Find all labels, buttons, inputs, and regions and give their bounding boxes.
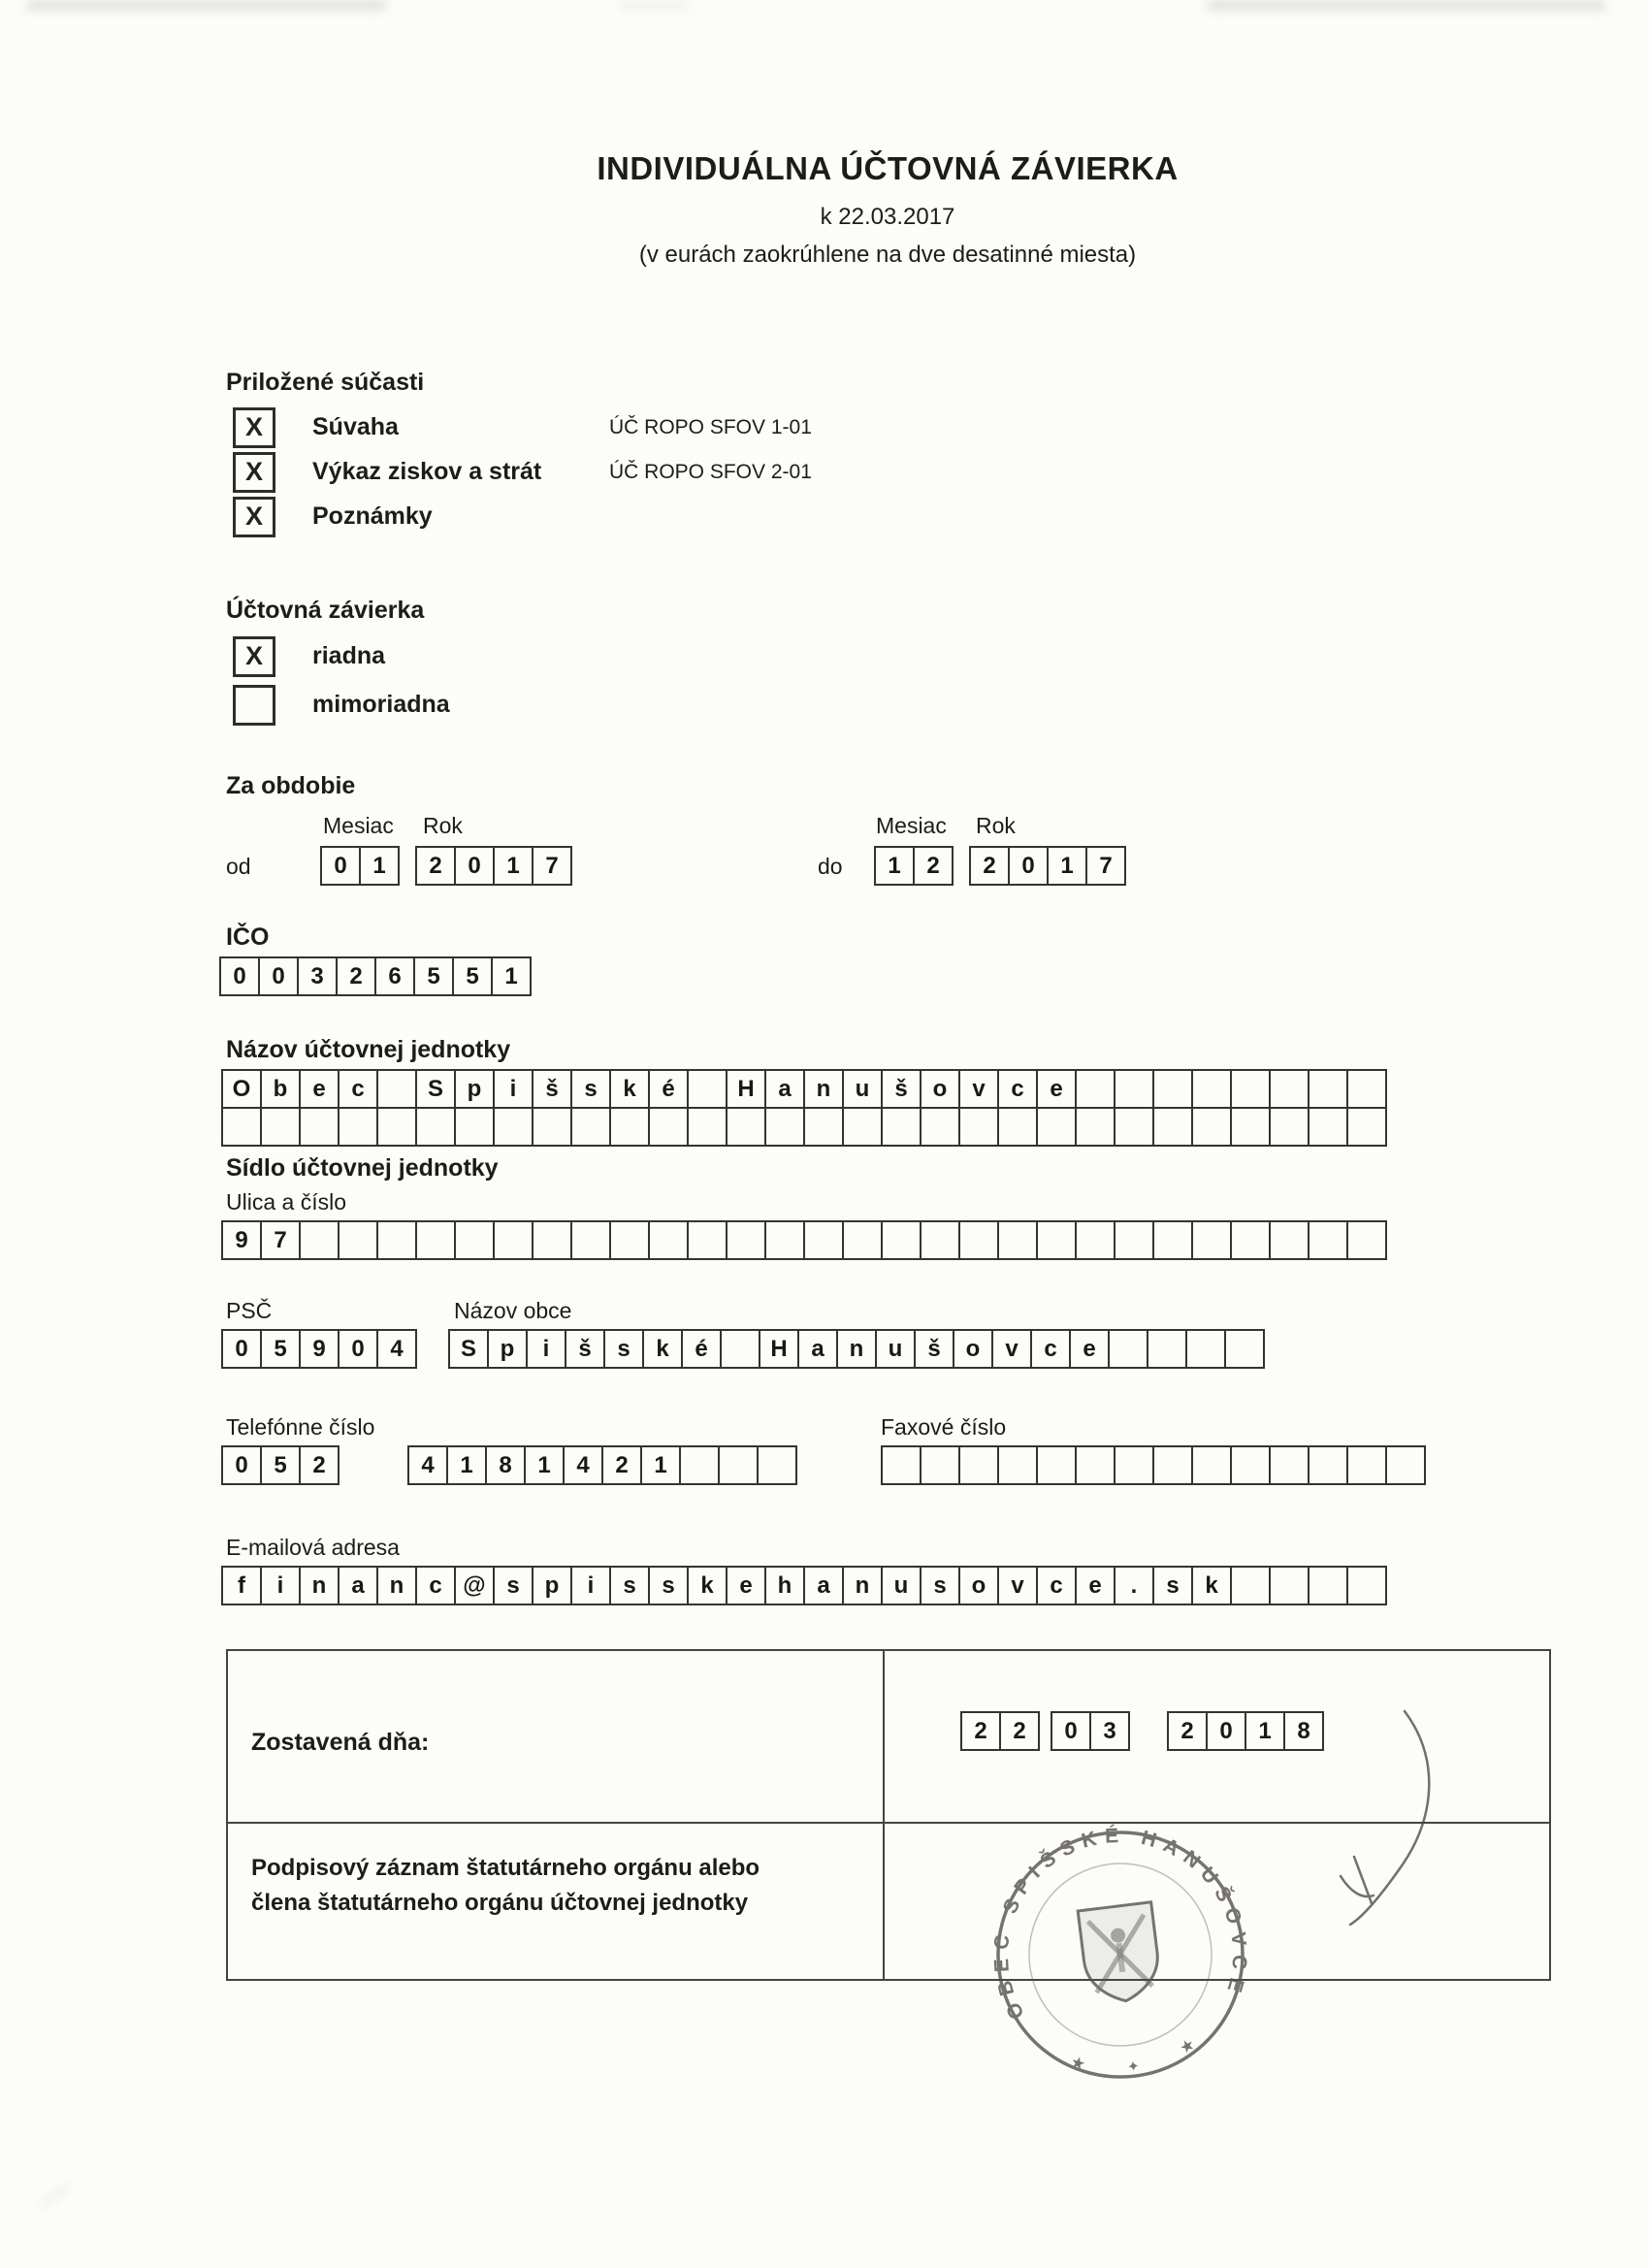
char-cell (376, 1107, 417, 1147)
char-cell: e (1075, 1566, 1116, 1605)
psc-boxes (221, 1329, 417, 1369)
char-cell (1269, 1566, 1310, 1605)
char-cell: u (842, 1069, 883, 1109)
char-cell: 9 (221, 1220, 262, 1260)
char-cell (920, 1107, 960, 1147)
attached-label-vykaz: Výkaz ziskov a strát (312, 458, 542, 485)
attached-code-vykaz: ÚČ ROPO SFOV 2-01 (609, 461, 812, 483)
char-cell (415, 1107, 456, 1147)
char-cell (1114, 1445, 1154, 1485)
char-cell: a (338, 1566, 378, 1605)
char-cell (958, 1107, 999, 1147)
char-cell (726, 1107, 766, 1147)
closing-label-riadna: riadna (312, 642, 386, 669)
char-cell (1152, 1220, 1193, 1260)
char-cell (532, 1220, 572, 1260)
char-cell: 1 (446, 1445, 487, 1485)
official-stamp (975, 1809, 1266, 2100)
char-cell (1152, 1069, 1193, 1109)
char-cell: 1 (1047, 846, 1087, 886)
char-cell: 4 (376, 1329, 417, 1369)
form-date-line: k 22.03.2017 (820, 204, 955, 230)
char-cell (454, 1220, 495, 1260)
char-cell: 0 (219, 956, 260, 996)
signature-stroke (1341, 1711, 1429, 1925)
stamp-star-right: ★ (1176, 2034, 1199, 2058)
entity-name-row2-boxes (221, 1107, 1387, 1147)
address-heading: Sídlo účtovnej jednotky (226, 1154, 499, 1182)
char-cell: H (726, 1069, 766, 1109)
char-cell: 8 (1283, 1711, 1324, 1751)
email-label: E-mailová adresa (226, 1535, 400, 1560)
char-cell (1308, 1445, 1348, 1485)
char-cell (920, 1445, 960, 1485)
char-cell: 6 (374, 956, 415, 996)
char-cell (757, 1445, 797, 1485)
checkbox-mimoriadna (233, 685, 275, 726)
char-cell: 2 (960, 1711, 1001, 1751)
char-cell: 0 (221, 1445, 262, 1485)
char-cell (532, 1107, 572, 1147)
closing-heading: Účtovná závierka (226, 597, 425, 624)
char-cell: e (726, 1566, 766, 1605)
char-cell (1346, 1566, 1387, 1605)
scan-artifact (41, 2186, 70, 2208)
char-cell (1385, 1445, 1426, 1485)
char-cell (726, 1220, 766, 1260)
ico-boxes (219, 956, 532, 996)
signature-statement-line2: člena štatutárneho orgánu účtovnej jednotky (251, 1890, 749, 1916)
char-cell (881, 1220, 922, 1260)
char-cell: 1 (491, 956, 532, 996)
char-cell: 0 (320, 846, 361, 886)
char-cell (1346, 1220, 1387, 1260)
char-cell (1114, 1220, 1154, 1260)
char-cell (609, 1220, 650, 1260)
char-cell: 7 (532, 846, 572, 886)
period-to-month-boxes (874, 846, 954, 886)
char-cell: @ (454, 1566, 495, 1605)
signature-statement-line1: Podpisový záznam štatutárneho orgánu alebo (251, 1855, 760, 1881)
psc-label: PSČ (226, 1298, 273, 1323)
char-cell (1075, 1107, 1116, 1147)
char-cell: 1 (1245, 1711, 1285, 1751)
signature (1290, 1700, 1465, 1952)
char-cell: 0 (258, 956, 299, 996)
char-cell: 3 (297, 956, 338, 996)
char-cell (1075, 1445, 1116, 1485)
char-cell: c (1036, 1566, 1077, 1605)
char-cell: s (648, 1566, 689, 1605)
char-cell: 2 (299, 1445, 340, 1485)
char-cell (1346, 1445, 1387, 1485)
phone-part2-boxes (407, 1445, 797, 1485)
table-divider-vertical (883, 1651, 885, 1979)
period-month-label-right: Mesiac (876, 813, 947, 838)
scan-artifact (27, 0, 386, 11)
char-cell (687, 1069, 728, 1109)
char-cell (1036, 1445, 1077, 1485)
period-to-label: do (818, 854, 843, 879)
email-boxes (221, 1566, 1387, 1605)
char-cell: s (609, 1566, 650, 1605)
char-cell: c (415, 1566, 456, 1605)
char-cell (920, 1220, 960, 1260)
compiled-month-boxes (1051, 1711, 1130, 1751)
checkbox-poznamky: X (233, 497, 275, 537)
char-cell: s (493, 1566, 534, 1605)
attached-code-suvaha: ÚČ ROPO SFOV 1-01 (609, 416, 812, 438)
char-cell: 2 (601, 1445, 642, 1485)
period-from-month-boxes (320, 846, 400, 886)
scan-artifact (621, 2, 689, 9)
char-cell (338, 1107, 378, 1147)
char-cell: 4 (407, 1445, 448, 1485)
char-cell: 2 (999, 1711, 1040, 1751)
char-cell (1114, 1107, 1154, 1147)
char-cell (1191, 1445, 1232, 1485)
char-cell: o (958, 1566, 999, 1605)
char-cell: n (803, 1069, 844, 1109)
char-cell: S (415, 1069, 456, 1109)
char-cell (338, 1220, 378, 1260)
char-cell: c (1030, 1329, 1071, 1369)
char-cell (1185, 1329, 1226, 1369)
town-boxes (448, 1329, 1265, 1369)
char-cell: é (681, 1329, 722, 1369)
char-cell: 2 (913, 846, 954, 886)
char-cell: 3 (1089, 1711, 1130, 1751)
char-cell (376, 1220, 417, 1260)
char-cell: 0 (221, 1329, 262, 1369)
checkbox-suvaha: X (233, 407, 275, 448)
char-cell: . (1114, 1566, 1154, 1605)
char-cell: c (997, 1069, 1038, 1109)
char-cell (493, 1107, 534, 1147)
char-cell (1075, 1220, 1116, 1260)
char-cell (764, 1107, 805, 1147)
char-cell (1224, 1329, 1265, 1369)
char-cell (687, 1107, 728, 1147)
char-cell (958, 1220, 999, 1260)
char-cell: u (875, 1329, 916, 1369)
char-cell: 5 (452, 956, 493, 996)
char-cell: n (376, 1566, 417, 1605)
char-cell: k (642, 1329, 683, 1369)
char-cell: k (609, 1069, 650, 1109)
char-cell (1152, 1107, 1193, 1147)
char-cell (260, 1107, 301, 1147)
char-cell: š (881, 1069, 922, 1109)
char-cell: 1 (493, 846, 534, 886)
char-cell (881, 1107, 922, 1147)
char-cell: 5 (260, 1329, 301, 1369)
char-cell (1036, 1107, 1077, 1147)
char-cell: 1 (359, 846, 400, 886)
char-cell (1308, 1220, 1348, 1260)
char-cell: a (797, 1329, 838, 1369)
char-cell (1191, 1107, 1232, 1147)
char-cell (1269, 1445, 1310, 1485)
char-cell: a (803, 1566, 844, 1605)
coat-of-arms-shield (1078, 1902, 1162, 2006)
fax-boxes (881, 1445, 1426, 1485)
char-cell: 2 (969, 846, 1010, 886)
char-cell: o (953, 1329, 993, 1369)
char-cell: n (842, 1566, 883, 1605)
char-cell: 4 (563, 1445, 603, 1485)
stamp-ornament: ✦ (1126, 2057, 1141, 2076)
char-cell: 2 (415, 846, 456, 886)
period-year-label-right: Rok (976, 813, 1016, 838)
char-cell: 2 (336, 956, 376, 996)
char-cell (679, 1445, 720, 1485)
char-cell: 1 (640, 1445, 681, 1485)
char-cell: p (487, 1329, 528, 1369)
compiled-date-label: Zostavená dňa: (251, 1729, 430, 1756)
char-cell: 0 (1051, 1711, 1091, 1751)
char-cell: 5 (260, 1445, 301, 1485)
char-cell (1230, 1445, 1271, 1485)
char-cell: 7 (1085, 846, 1126, 886)
char-cell: O (221, 1069, 262, 1109)
period-month-label-left: Mesiac (323, 813, 394, 838)
char-cell: n (299, 1566, 340, 1605)
char-cell (1230, 1220, 1271, 1260)
char-cell: 0 (1008, 846, 1049, 886)
char-cell: s (603, 1329, 644, 1369)
char-cell: 8 (485, 1445, 526, 1485)
char-cell (1269, 1107, 1310, 1147)
char-cell (299, 1220, 340, 1260)
entity-name-heading: Názov účtovnej jednotky (226, 1036, 511, 1063)
char-cell: š (532, 1069, 572, 1109)
char-cell: s (1152, 1566, 1193, 1605)
char-cell: b (260, 1069, 301, 1109)
compiled-day-boxes (960, 1711, 1040, 1751)
char-cell: i (526, 1329, 566, 1369)
char-cell: š (914, 1329, 954, 1369)
char-cell: e (299, 1069, 340, 1109)
town-label: Názov obce (454, 1298, 572, 1323)
char-cell (842, 1107, 883, 1147)
char-cell (803, 1107, 844, 1147)
form-note-line: (v eurách zaokrúhlene na dve desatinné miesta) (638, 242, 1137, 268)
char-cell (687, 1220, 728, 1260)
char-cell (958, 1445, 999, 1485)
char-cell (1269, 1220, 1310, 1260)
char-cell (1108, 1329, 1148, 1369)
char-cell (1147, 1329, 1187, 1369)
char-cell (570, 1220, 611, 1260)
char-cell (1346, 1069, 1387, 1109)
char-cell: f (221, 1566, 262, 1605)
char-cell: k (1191, 1566, 1232, 1605)
char-cell: a (764, 1069, 805, 1109)
char-cell (1114, 1069, 1154, 1109)
checkbox-riadna: X (233, 636, 275, 677)
phone-label: Telefónne číslo (226, 1414, 375, 1440)
char-cell: k (687, 1566, 728, 1605)
char-cell: 7 (260, 1220, 301, 1260)
char-cell (1191, 1069, 1232, 1109)
char-cell: š (565, 1329, 605, 1369)
period-from-year-boxes (415, 846, 572, 886)
char-cell (1308, 1107, 1348, 1147)
char-cell (720, 1329, 760, 1369)
entity-name-row1-boxes (221, 1069, 1387, 1109)
char-cell: c (338, 1069, 378, 1109)
char-cell (415, 1220, 456, 1260)
street-label: Ulica a číslo (226, 1189, 346, 1215)
char-cell: 0 (338, 1329, 378, 1369)
char-cell: s (570, 1069, 611, 1109)
char-cell: h (764, 1566, 805, 1605)
char-cell (1308, 1069, 1348, 1109)
char-cell: p (454, 1069, 495, 1109)
char-cell: é (648, 1069, 689, 1109)
char-cell: H (759, 1329, 799, 1369)
char-cell (1269, 1069, 1310, 1109)
char-cell: u (881, 1566, 922, 1605)
char-cell (1346, 1107, 1387, 1147)
stamp-text: OBEC SPIŠSKÉ HANUŠOVCE (989, 1824, 1251, 2024)
char-cell (376, 1069, 417, 1109)
char-cell: v (958, 1069, 999, 1109)
period-from-label: od (226, 854, 251, 879)
char-cell (881, 1445, 922, 1485)
char-cell (1230, 1069, 1271, 1109)
char-cell: v (997, 1566, 1038, 1605)
char-cell: v (991, 1329, 1032, 1369)
char-cell: s (920, 1566, 960, 1605)
char-cell (493, 1220, 534, 1260)
char-cell (718, 1445, 759, 1485)
char-cell: 0 (454, 846, 495, 886)
checkbox-vykaz: X (233, 452, 275, 493)
char-cell (1152, 1445, 1193, 1485)
figure-body (1119, 1943, 1123, 1972)
char-cell: e (1036, 1069, 1077, 1109)
char-cell: p (532, 1566, 572, 1605)
phone-part1-boxes (221, 1445, 340, 1485)
char-cell (221, 1107, 262, 1147)
char-cell (1308, 1566, 1348, 1605)
char-cell: i (260, 1566, 301, 1605)
char-cell: i (493, 1069, 534, 1109)
char-cell: S (448, 1329, 489, 1369)
char-cell (764, 1220, 805, 1260)
period-heading: Za obdobie (226, 772, 356, 799)
char-cell: n (836, 1329, 877, 1369)
closing-label-mimoriadna: mimoriadna (312, 691, 450, 718)
form-title: INDIVIDUÁLNA ÚČTOVNÁ ZÁVIERKA (597, 150, 1179, 186)
char-cell: i (570, 1566, 611, 1605)
char-cell (570, 1107, 611, 1147)
char-cell (997, 1220, 1038, 1260)
char-cell (648, 1220, 689, 1260)
scan-artifact (1208, 0, 1605, 11)
char-cell (803, 1220, 844, 1260)
char-cell: o (920, 1069, 960, 1109)
char-cell (1036, 1220, 1077, 1260)
attached-label-suvaha: Súvaha (312, 413, 399, 440)
char-cell (1230, 1107, 1271, 1147)
fax-label: Faxové číslo (881, 1414, 1007, 1440)
char-cell: 0 (1206, 1711, 1246, 1751)
char-cell (299, 1107, 340, 1147)
char-cell: 5 (413, 956, 454, 996)
char-cell: 9 (299, 1329, 340, 1369)
char-cell (997, 1445, 1038, 1485)
char-cell (648, 1107, 689, 1147)
attached-label-poznamky: Poznámky (312, 502, 433, 530)
char-cell (1075, 1069, 1116, 1109)
char-cell (997, 1107, 1038, 1147)
attached-heading: Priložené súčasti (226, 369, 425, 396)
char-cell (609, 1107, 650, 1147)
char-cell (1230, 1566, 1271, 1605)
char-cell: 1 (874, 846, 915, 886)
period-year-label-left: Rok (423, 813, 463, 838)
period-to-year-boxes (969, 846, 1126, 886)
char-cell (454, 1107, 495, 1147)
char-cell: 2 (1167, 1711, 1208, 1751)
char-cell (842, 1220, 883, 1260)
char-cell: 1 (524, 1445, 565, 1485)
street-boxes (221, 1220, 1387, 1260)
char-cell (1191, 1220, 1232, 1260)
char-cell: e (1069, 1329, 1110, 1369)
stamp-star-left: ★ (1068, 2052, 1088, 2075)
ico-label: IČO (226, 923, 270, 951)
